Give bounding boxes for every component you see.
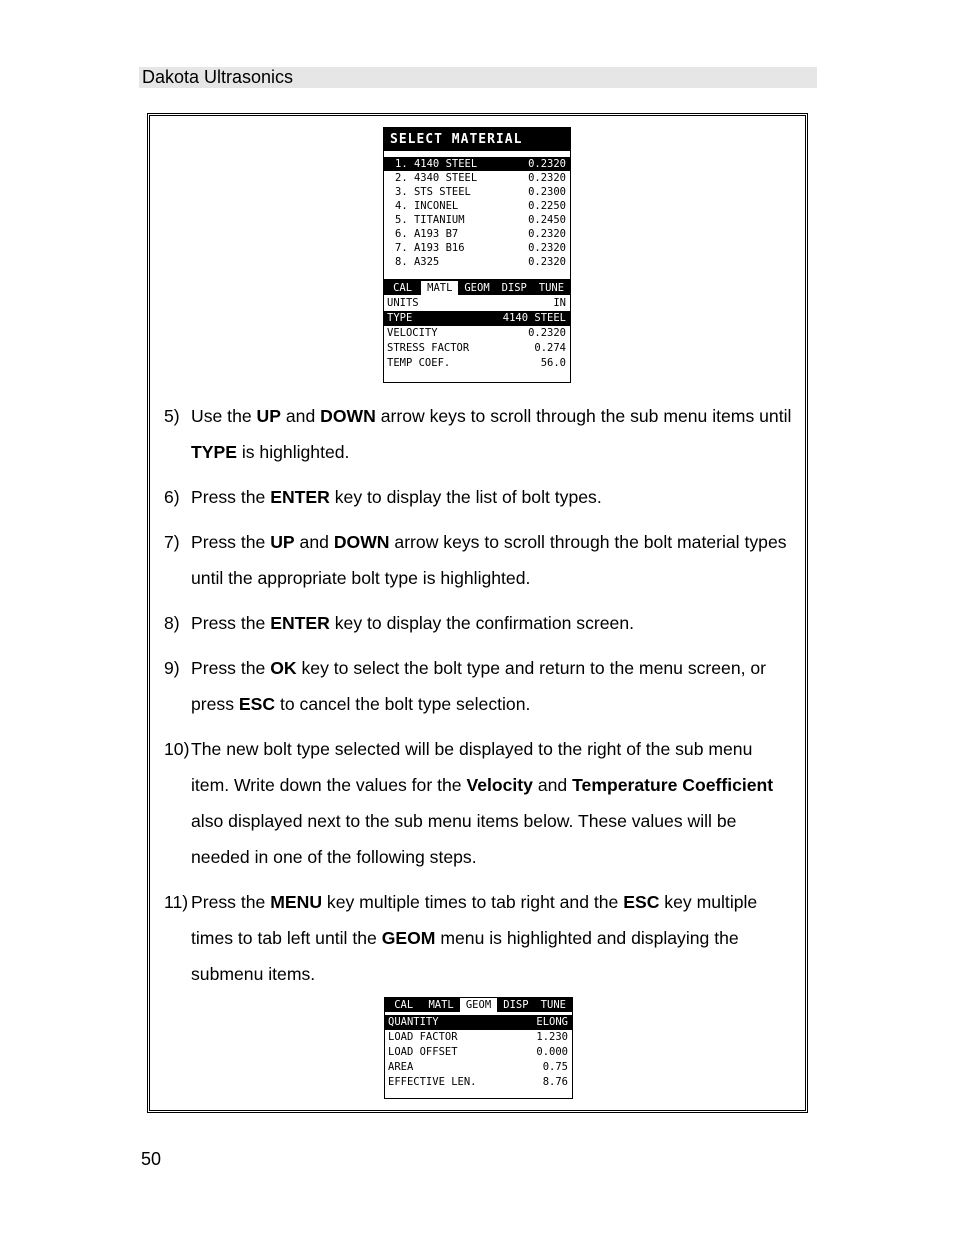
matl-submenu	[384, 296, 570, 371]
submenu-item[interactable]	[385, 1045, 572, 1060]
step-text: key multiple times to tab left until the	[191, 892, 758, 948]
submenu-label: TYPE	[387, 312, 413, 324]
tab-geom[interactable]: GEOM	[464, 282, 490, 294]
key-name: TYPE	[191, 442, 237, 462]
material-velocity: 0.2450	[528, 214, 566, 226]
step-text: key multiple times to tab right and the	[322, 892, 624, 912]
instruction-steps	[164, 398, 794, 1001]
material-velocity: 0.2250	[528, 200, 566, 212]
material-list-item[interactable]	[384, 255, 570, 269]
menu-tabs	[384, 281, 570, 295]
submenu-label: EFFECTIVE LEN.	[388, 1076, 477, 1088]
step-text: Press the	[191, 658, 271, 678]
material-velocity: 0.2320	[528, 158, 566, 170]
submenu-value: 8.76	[542, 1076, 568, 1088]
step-text: and	[294, 532, 334, 552]
material-list-item[interactable]	[384, 213, 570, 227]
submenu-value: 0.2320	[528, 327, 566, 339]
submenu-label: LOAD OFFSET	[388, 1046, 458, 1058]
menu-tabs	[385, 998, 572, 1012]
instruction-step	[164, 884, 794, 992]
submenu-label: TEMP COEF.	[387, 357, 451, 369]
tab-cal[interactable]: CAL	[393, 282, 413, 294]
submenu-item[interactable]	[385, 1075, 572, 1090]
submenu-value: 1.230	[536, 1031, 568, 1043]
submenu-label: UNITS	[387, 297, 419, 309]
page-header: Dakota Ultrasonics	[139, 67, 817, 88]
submenu-label: QUANTITY	[388, 1016, 439, 1028]
submenu-label: STRESS FACTOR	[387, 342, 470, 354]
submenu-value: 0.000	[536, 1046, 568, 1058]
step-text: key to display the list of bolt types.	[329, 487, 602, 507]
material-list	[384, 157, 570, 269]
tab-cal[interactable]: CAL	[394, 999, 414, 1011]
step-text: to cancel the bolt type selection.	[275, 694, 531, 714]
submenu-label: VELOCITY	[387, 327, 438, 339]
step-text: Press the	[191, 487, 271, 507]
step-number: 11)	[164, 892, 189, 912]
geom-menu-screen	[384, 997, 573, 1099]
submenu-item[interactable]	[384, 296, 570, 311]
instruction-step	[164, 650, 794, 722]
material-name: 6. A193 B7	[395, 228, 459, 240]
step-text: Use the	[191, 406, 257, 426]
tab-matl[interactable]: MATL	[428, 999, 454, 1011]
submenu-value: 0.274	[534, 342, 566, 354]
step-text: and	[280, 406, 321, 426]
instruction-step	[164, 398, 794, 470]
material-name: 4. INCONEL	[395, 200, 459, 212]
step-number: 8)	[164, 613, 180, 633]
step-number: 5)	[164, 406, 180, 426]
screen-title: SELECT MATERIAL	[384, 128, 570, 151]
material-name: 3. STS STEEL	[395, 186, 471, 198]
material-velocity: 0.2320	[528, 242, 566, 254]
step-text: is highlighted.	[236, 442, 350, 462]
step-text: The new bolt type selected will be displayed to the right of the sub menu item. Write down the values for the	[191, 739, 753, 795]
step-text: menu is highlighted and displaying the submenu items.	[191, 928, 739, 984]
key-name: ENTER	[270, 613, 330, 633]
key-name: MENU	[270, 892, 323, 912]
submenu-value: 56.0	[540, 357, 566, 369]
material-list-item[interactable]	[384, 157, 570, 171]
submenu-item[interactable]	[385, 1015, 572, 1030]
submenu-value: 0.75	[542, 1061, 568, 1073]
material-name: 8. A325	[395, 256, 440, 268]
key-name: UP	[270, 532, 295, 552]
tab-disp[interactable]: DISP	[501, 282, 527, 294]
material-velocity: 0.2300	[528, 186, 566, 198]
submenu-item[interactable]	[384, 326, 570, 341]
key-name: OK	[270, 658, 297, 678]
geom-submenu	[385, 1015, 572, 1090]
step-text: key to display the confirmation screen.	[329, 613, 634, 633]
step-text: also displayed next to the sub menu items below. These values will be needed in one of the following steps.	[191, 811, 737, 867]
submenu-item[interactable]	[385, 1060, 572, 1075]
key-name: ENTER	[270, 487, 330, 507]
material-list-item[interactable]	[384, 241, 570, 255]
key-name: ESC	[623, 892, 660, 912]
submenu-label: AREA	[388, 1061, 414, 1073]
material-name: 1. 4140 STEEL	[395, 158, 478, 170]
key-name: Velocity	[466, 775, 533, 795]
step-text: Press the	[191, 892, 271, 912]
step-text: arrow keys to scroll through the bolt material types until the appropriate bolt type is highlighted.	[191, 532, 787, 588]
submenu-item[interactable]	[384, 311, 570, 326]
submenu-value: 4140 STEEL	[502, 312, 566, 324]
tab-disp[interactable]: DISP	[503, 999, 529, 1011]
material-list-item[interactable]	[384, 185, 570, 199]
submenu-item[interactable]	[385, 1030, 572, 1045]
submenu-value: IN	[553, 297, 566, 309]
instruction-step	[164, 524, 794, 596]
submenu-item[interactable]	[384, 356, 570, 371]
step-text: Press the	[191, 613, 271, 633]
tab-matl[interactable]: MATL	[421, 281, 458, 295]
material-list-item[interactable]	[384, 199, 570, 213]
tab-tune[interactable]: TUNE	[540, 999, 566, 1011]
material-list-item[interactable]	[384, 171, 570, 185]
page-number: 50	[141, 1149, 162, 1169]
submenu-item[interactable]	[384, 341, 570, 356]
key-name: ESC	[238, 694, 276, 714]
step-number: 7)	[164, 532, 180, 552]
key-name: DOWN	[333, 532, 390, 552]
key-name: DOWN	[320, 406, 376, 426]
material-list-item[interactable]	[384, 227, 570, 241]
instruction-step	[164, 605, 794, 641]
material-velocity: 0.2320	[528, 256, 566, 268]
step-number: 10)	[164, 739, 190, 759]
key-name: Temperature Coefficient	[572, 775, 774, 795]
material-name: 2. 4340 STEEL	[395, 172, 478, 184]
submenu-label: LOAD FACTOR	[388, 1031, 458, 1043]
tab-tune[interactable]: TUNE	[538, 282, 565, 294]
key-name: UP	[256, 406, 281, 426]
material-name: 7. A193 B16	[395, 242, 465, 254]
step-text: and	[532, 775, 573, 795]
step-number: 9)	[164, 658, 180, 678]
material-name: 5. TITANIUM	[395, 214, 465, 226]
step-number: 6)	[164, 487, 180, 507]
key-name: GEOM	[381, 928, 436, 948]
material-velocity: 0.2320	[528, 228, 566, 240]
tab-geom[interactable]: GEOM	[460, 998, 497, 1012]
instruction-step	[164, 731, 794, 875]
select-material-screen	[383, 127, 571, 383]
step-text: Press the	[191, 532, 271, 552]
submenu-value: ELONG	[536, 1016, 568, 1028]
material-velocity: 0.2320	[528, 172, 566, 184]
instruction-step	[164, 479, 794, 515]
step-text: arrow keys to scroll through the sub menu items until	[375, 406, 792, 426]
step-text: key to select the bolt type and return to the menu screen, or press	[191, 658, 767, 714]
